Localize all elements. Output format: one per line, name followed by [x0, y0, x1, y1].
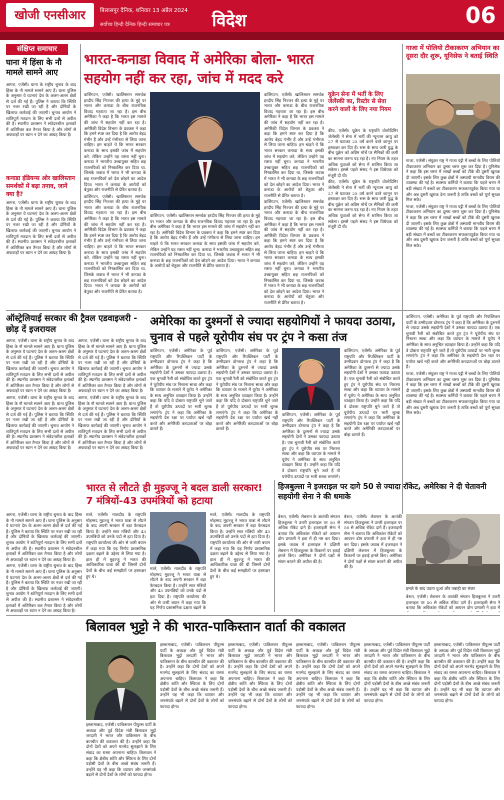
trump-photo: [282, 348, 340, 410]
bilawal-photo: [86, 642, 156, 720]
mid-body-2: वाशिंगटन, एजेंसी। अमेरिका के पूर्व राष्ट्रपति और रिपब्लिकन पार्टी के उम्मीदवार डोनाल्ड ट्रंप ने कहा है कि अमेरिका के दुश्मनों से ज्यादा उसके सहयोगी देशों ने उसका फायदा उठाया है। एक चुनावी रैली को संबोधित करते हुए ट्रंप ने यूरोपीय संघ पर निशाना साधा और कहा कि व्यापार के मामले में यूरोप ने अमेरिका के साथ अनुचित व्यवहार किया है। उन्होंने कहा कि यदि वे दोबारा राष्ट्रपति चुने जाते हैं तो यूरोपीय उत्पादों पर भारी शुल्क लगाएंगे। ट्रंप ने कहा कि अमेरिका के सहयोगी देश रक्षा पर पर्याप्त खर्च नहीं करते और अमेरिकी करदाताओं पर बोझ डालते हैं।: [216, 348, 278, 432]
smoke-photo: [406, 514, 500, 584]
top-article-body-1: वाशिंगटन, एजेंसी। खालिस्तान समर्थक हरदीप सिंह निज्जर की हत्या के मुद्दे पर भारत और कनाडा के बीच राजनयिक विवाद गहराता जा रहा है। इस बीच अमेरिका ने कहा है कि भारत इस मामले की जांच में सहयोग नहीं कर रहा है। अमेरिकी विदेश विभाग के प्रवक्ता ने कहा कि हमने स्पष्ट कर दिया है कि आरोप बेहद गंभीर हैं और उन्हें गंभीरता से लिया जाना चाहिए। हम चाहते थे कि भारत सरकार कनाडा के साथ इसकी जांच में सहयोग करे, लेकिन उन्होंने यह रास्ता नहीं चुना। कनाडा ने भारतीय उच्चायुक्त सहित छह राजनयिकों को निष्कासित कर दिया था, जिसके जवाब में भारत ने भी कनाडा के छह राजनयिकों को देश छोड़ने का आदेश दिया। भारत ने कनाडा के आरोपों को बेतुका और राजनीति से प्रेरित बताया है।: [84, 92, 146, 193]
bilawal-article-under-photo: [86, 722, 156, 797]
advisory-headline: ऑस्ट्रेलियाई सरकार की ट्रैवल एडवाइजरी - छोड़ दें इजरायल: [6, 314, 138, 335]
advisory-body-1: आगरा, एजेंसी। घाना के राष्ट्रीय चुनाव के बाद हिंसा के नौ मामले सामने आए हैं। घाना पुलिस के अनुसार ये घटनाएं देश के अलग-अलग क्षेत्रों से दर्ज की गई हैं। पुलिस ने बताया कि स्थिति पर नजर रखी जा रही है और दोषियों के खिलाफ कार्रवाई की जाएगी। चुनाव आयोग ने शांतिपूर्ण मतदान के लिए सभी दलों से अपील की है। स्थानीय प्रशासन ने संवेदनशील इलाकों में अतिरिक्त बल तैनात किया है और लोगों से अफवाहों पर ध्यान न देने का आग्रह किया है।: [6, 338, 74, 394]
right-article-cont-body-2: गाजा, एजेंसी। संयुक्त राष्ट्र ने गाजा पट्टी में बच्चों के लिए पोलियो टीकाकरण अभियान का दूसरा चरण शुरू कर दिया है। यूनिसेफ ने कहा कि इस चरण में लाखों बच्चों को टीके की दूसरी खुराक दी जाएगी। इसके लिए कुछ क्षेत्रों में अस्थायी मानवीय विराम की व्यवस्था की गई है। स्वास्थ्य कर्मियों ने बताया कि पहले चरण में बड़ी संख्या में बच्चों का टीकाकरण सफलतापूर्वक किया गया था और अब दूसरी खुराक देना जरूरी है ताकि बच्चों को पूर्ण सुरक्षा मिल सके।: [406, 370, 500, 416]
speaker-photo: [150, 92, 260, 210]
left-article-1: [6, 82, 76, 172]
top-headline-line1: भारत-कनाडा विवाद में अमेरिका बोला- भारत: [84, 52, 314, 68]
header-strip: [0, 32, 504, 40]
bilawal-article-col3: [296, 642, 360, 797]
bottom-left-body: आगरा, एजेंसी। घाना के राष्ट्रीय चुनाव के बाद हिंसा के नौ मामले सामने आए हैं। घाना पुलिस के अनुसार ये घटनाएं देश के अलग-अलग क्षेत्रों से दर्ज की गई हैं। पुलिस ने बताया कि स्थिति पर नजर रखी जा रही है और दोषियों के खिलाफ कार्रवाई की जाएगी। चुनाव आयोग ने शांतिपूर्ण मतदान के लिए सभी दलों से अपील की है। स्थानीय प्रशासन ने संवेदनशील इलाकों में अतिरिक्त बल तैनात किया है और लोगों से अफवाहों पर ध्यान न देने का आग्रह किया है।: [6, 512, 82, 562]
top-article-body-3: वाशिंगटन, एजेंसी। खालिस्तान समर्थक हरदीप सिंह निज्जर की हत्या के मुद्दे पर भारत और कनाडा के बीच राजनयिक विवाद गहराता जा रहा है। इस बीच अमेरिका ने कहा है कि भारत इस मामले की जांच में सहयोग नहीं कर रहा है। अमेरिकी विदेश विभाग के प्रवक्ता ने कहा कि हमने स्पष्ट कर दिया है कि आरोप बेहद गंभीर हैं और उन्हें गंभीरता से लिया जाना चाहिए। हम चाहते थे कि भारत सरकार कनाडा के साथ इसकी जांच में सहयोग करे, लेकिन उन्होंने यह रास्ता नहीं चुना। कनाडा ने भारतीय उच्चायुक्त सहित छह राजनयिकों को निष्कासित कर दिया था, जिसके जवाब में भारत ने भी कनाडा के छह राजनयिकों को देश छोड़ने का आदेश दिया। भारत ने कनाडा के आरोपों को बेतुका और राजनीति से प्रेरित बताया है।: [264, 92, 324, 198]
mid-body-3: वाशिंगटन, एजेंसी। अमेरिका के पूर्व राष्ट्रपति और रिपब्लिकन पार्टी के उम्मीदवार डोनाल्ड ट्रंप ने कहा है कि अमेरिका के दुश्मनों से ज्यादा उसके सहयोगी देशों ने उसका फायदा उठाया है। एक चुनावी रैली को संबोधित करते हुए ट्रंप ने यूरोपीय संघ पर निशाना साधा और कहा कि व्यापार के मामले में यूरोप ने अमेरिका के साथ अनुचित व्यवहार किया है। उन्होंने कहा कि यदि वे दोबारा राष्ट्रपति चुने जाते हैं तो यूरोपीय उत्पादों पर भारी शुल्क लगाएंगे।: [282, 412, 340, 478]
column-divider-lower: [274, 480, 275, 612]
right-article-body: गाजा, एजेंसी। संयुक्त राष्ट्र ने गाजा पट्टी में बच्चों के लिए पोलियो टीकाकरण अभियान का दूसरा चरण शुरू कर दिया है। यूनिसेफ ने कहा कि इस चरण में लाखों बच्चों को टीके की दूसरी खुराक दी जाएगी। इसके लिए कुछ क्षेत्रों में अस्थायी मानवीय विराम की व्यवस्था की गई है। स्वास्थ्य कर्मियों ने बताया कि पहले चरण में बड़ी संख्या में बच्चों का टीकाकरण सफलतापूर्वक किया गया था और अब दूसरी खुराक देना जरूरी है ताकि बच्चों को पूर्ण सुरक्षा मिल सके।: [406, 158, 500, 203]
page-number: 06: [465, 4, 496, 29]
bilawal-photo-art: [86, 642, 156, 720]
masthead-logo: खोजी एनसीआर: [6, 3, 94, 27]
muizzu-body-2: माले, एजेंसी। मालदीव के राष्ट्रपति मोहम्मद मुइज्जू ने भारत यात्रा से लौटने के बाद अपनी सरकार में बड़ा फेरबदल किया है। उन्होंने सात मंत्रियों और 43 उपमंत्रियों को उनके पदों से हटा दिया है। राष्ट्रपति कार्यालय की ओर से जारी बयान में कहा गया कि यह निर्णय प्रशासनिक दक्षता बढ़ाने के: [150, 566, 206, 610]
top-article-body-3b: वाशिंगटन, एजेंसी। खालिस्तान समर्थक हरदीप सिंह निज्जर की हत्या के मुद्दे पर भारत और कनाडा के बीच राजनयिक विवाद गहराता जा रहा है। इस बीच अमेरिका ने कहा है कि भारत इस मामले की जांच में सहयोग नहीं कर रहा है। अमेरिकी विदेश विभाग के प्रवक्ता ने कहा कि हमने स्पष्ट कर दिया है कि आरोप बेहद गंभीर हैं और उन्हें गंभीरता से लिया जाना चाहिए। हम चाहते थे कि भारत सरकार कनाडा के साथ इसकी जांच में सहयोग करे, लेकिन उन्होंने यह रास्ता नहीं चुना। कनाडा ने भारतीय उच्चायुक्त सहित छह राजनयिकों को निष्कासित कर दिया था, जिसके जवाब में भारत ने भी कनाडा के छह राजनयिकों को देश छोड़ने का आदेश दिया। भारत ने कनाडा के आरोपों को बेतुका और राजनीति से प्रेरित बताया है।: [264, 199, 324, 305]
smoke-photo-art: [406, 514, 500, 584]
mid-article-col4: [344, 348, 400, 478]
speaker-photo-art: [150, 92, 260, 210]
mid-body-1: वाशिंगटन, एजेंसी। अमेरिका के पूर्व राष्ट्रपति और रिपब्लिकन पार्टी के उम्मीदवार डोनाल्ड ट्रंप ने कहा है कि अमेरिका के दुश्मनों से ज्यादा उसके सहयोगी देशों ने उसका फायदा उठाया है। एक चुनावी रैली को संबोधित करते हुए ट्रंप ने यूरोपीय संघ पर निशाना साधा और कहा कि व्यापार के मामले में यूरोप ने अमेरिका के साथ अनुचित व्यवहार किया है। उन्होंने कहा कि यदि वे दोबारा राष्ट्रपति चुने जाते हैं तो यूरोपीय उत्पादों पर भारी शुल्क लगाएंगे। ट्रंप ने कहा कि अमेरिका के सहयोगी देश रक्षा पर पर्याप्त खर्च नहीं करते और अमेरिकी करदाताओं पर बोझ डालते हैं।: [150, 348, 212, 432]
column-divider: [80, 44, 81, 309]
left-headline-2: कनाडा इंडियन्स ओर खालिस्तान समर्थकों में बढ़ा तनाव, जानें क्या है?: [6, 175, 76, 198]
bilawal-article-col1: [160, 642, 224, 797]
bilawal-body-6: इस्लामाबाद, एजेंसी। पाकिस्तान पीपुल्स पार्टी के अध्यक्ष और पूर्व विदेश मंत्री बिलावल भुट्टो जरदारी ने भारत और पाकिस्तान के बीच बातचीत की वकालत की है। उन्होंने कहा कि दोनों देशों को अपने मतभेद सुलझाने के लिए संवाद का रास्ता अपनाना चाहिए। बिलावल ने कहा कि क्षेत्रीय शांति और स्थिरता के लिए दोनों पड़ोसी देशों के बीच अच्छे संबंध जरूरी हैं। उन्होंने यह भी कहा कि व्यापार और जनसंपर्क बढ़ाने से दोनों देशों के लोगों को फायदा होगा।: [86, 722, 156, 778]
bilawal-body-2: इस्लामाबाद, एजेंसी। पाकिस्तान पीपुल्स पार्टी के अध्यक्ष और पूर्व विदेश मंत्री बिलावल भुट्टो जरदारी ने भारत और पाकिस्तान के बीच बातचीत की वकालत की है। उन्होंने कहा कि दोनों देशों को अपने मतभेद सुलझाने के लिए संवाद का रास्ता अपनाना चाहिए। बिलावल ने कहा कि क्षेत्रीय शांति और स्थिरता के लिए दोनों पड़ोसी देशों के बीच अच्छे संबंध जरूरी हैं। उन्होंने यह भी कहा कि व्यापार और जनसंपर्क बढ़ाने से दोनों देशों के लोगों को फायदा होगा।: [228, 642, 292, 709]
bilawal-body-1: इस्लामाबाद, एजेंसी। पाकिस्तान पीपुल्स पार्टी के अध्यक्ष और पूर्व विदेश मंत्री बिलावल भुट्टो जरदारी ने भारत और पाकिस्तान के बीच बातचीत की वकालत की है। उन्होंने कहा कि दोनों देशों को अपने मतभेद सुलझाने के लिए संवाद का रास्ता अपनाना चाहिए। बिलावल ने कहा कि क्षेत्रीय शांति और स्थिरता के लिए दोनों पड़ोसी देशों के बीच अच्छे संबंध जरूरी हैं। उन्होंने यह भी कहा कि व्यापार और जनसंपर्क बढ़ाने से दोनों देशों के लोगों को फायदा होगा।: [160, 642, 224, 709]
side-story-text: कीव, एजेंसी। यूक्रेन के राष्ट्रपति वोलोदिमिर जेलेंस्की ने सेना में भर्ती की न्यूनतम आयु को 27 से घटाकर 25 वर्ष करने वाले कानून पर हस्ताक्षर कर दिए हैं। रूस के साथ जारी युद्ध के बीच यूक्रेन को अग्रिम मोर्चे पर सैनिकों की कमी का सामना करना पड़ रहा है। नए नियम के तहत अधिक युवाओं को सेना में शामिल किया जा सकेगा। इससे पहले संसद ने इस विधेयक को मंजूरी दी थी।: [328, 128, 398, 178]
bilawal-body-4: इस्लामाबाद, एजेंसी। पाकिस्तान पीपुल्स पार्टी के अध्यक्ष और पूर्व विदेश मंत्री बिलावल भुट्टो जरदारी ने भारत और पाकिस्तान के बीच बातचीत की वकालत की है। उन्होंने कहा कि दोनों देशों को अपने मतभेद सुलझाने के लिए संवाद का रास्ता अपनाना चाहिए। बिलावल ने कहा कि क्षेत्रीय शांति और स्थिरता के लिए दोनों पड़ोसी देशों के बीच अच्छे संबंध जरूरी हैं। उन्होंने यह भी कहा कि व्यापार और जनसंपर्क बढ़ाने से दोनों देशों के लोगों को फायदा होगा।: [364, 642, 430, 703]
right-article: [406, 158, 500, 308]
top-article-col2: [150, 213, 260, 307]
top-article-body-2: वाशिंगटन, एजेंसी। खालिस्तान समर्थक हरदीप सिंह निज्जर की हत्या के मुद्दे पर भारत और कनाडा के बीच राजनयिक विवाद गहराता जा रहा है। इस बीच अमेरिका ने कहा है कि भारत इस मामले की जांच में सहयोग नहीं कर रहा है। अमेरिकी विदेश विभाग के प्रवक्ता ने कहा कि हमने स्पष्ट कर दिया है कि आरोप बेहद गंभीर हैं और उन्हें गंभीरता से लिया जाना चाहिए। हम चाहते थे कि भारत सरकार कनाडा के साथ इसकी जांच में सहयोग करे, लेकिन उन्होंने यह रास्ता नहीं चुना। कनाडा ने भारतीय उच्चायुक्त सहित छह राजनयिकों को निष्कासित कर दिया था, जिसके जवाब में भारत ने भी कनाडा के छह राजनयिकों को देश छोड़ने का आदेश दिया। भारत ने कनाडा के आरोपों को बेतुका और राजनीति से प्रेरित बताया है।: [150, 213, 260, 269]
bottom-left-article: [6, 512, 82, 797]
mid-headline-line1: अमेरिका का दुश्मनों से ज्यादा सहयोगियों ने फायदा उठाया,: [150, 314, 396, 328]
top-article-body-1b: वाशिंगटन, एजेंसी। खालिस्तान समर्थक हरदीप सिंह निज्जर की हत्या के मुद्दे पर भारत और कनाडा के बीच राजनयिक विवाद गहराता जा रहा है। इस बीच अमेरिका ने कहा है कि भारत इस मामले की जांच में सहयोग नहीं कर रहा है। अमेरिकी विदेश विभाग के प्रवक्ता ने कहा कि हमने स्पष्ट कर दिया है कि आरोप बेहद गंभीर हैं और उन्हें गंभीरता से लिया जाना चाहिए। हम चाहते थे कि भारत सरकार कनाडा के साथ इसकी जांच में सहयोग करे, लेकिन उन्होंने यह रास्ता नहीं चुना। कनाडा ने भारतीय उच्चायुक्त सहित छह राजनयिकों को निष्कासित कर दिया था, जिसके जवाब में भारत ने भी कनाडा के छह राजनयिकों को देश छोड़ने का आदेश दिया। भारत ने कनाडा के आरोपों को बेतुका और राजनीति से प्रेरित बताया है।: [84, 193, 146, 294]
hezbollah-article-col3: [406, 594, 500, 612]
side-story-headline: यूक्रेन सेना में भर्ती के लिए जेलेंस्की का, रिस्टोर से सेवा करने वालों के लिए नया नियम: [328, 92, 392, 113]
bottom-left-body-2: आगरा, एजेंसी। घाना के राष्ट्रीय चुनाव के बाद हिंसा के नौ मामले सामने आए हैं। घाना पुलिस के अनुसार ये घटनाएं देश के अलग-अलग क्षेत्रों से दर्ज की गई हैं। पुलिस ने बताया कि स्थिति पर नजर रखी जा रही है और दोषियों के खिलाफ कार्रवाई की जाएगी। चुनाव आयोग ने शांतिपूर्ण मतदान के लिए सभी दलों से अपील की है। स्थानीय प्रशासन ने संवेदनशील इलाकों में अतिरिक्त बल तैनात किया है और लोगों से अफवाहों पर ध्यान न देने का आग्रह किया है।: [6, 563, 82, 614]
muizzu-article-col3: [210, 512, 270, 610]
left-article-2: [6, 200, 76, 308]
polio-vaccination-photo: [406, 74, 500, 154]
hezbollah-headline: हिजबुल्ला ने इजराइल पर दागे 50 से ज्यादा रॉकेट, अमेरिका ने दी चेतावनी सहयोगी सेना ने की धमाके: [278, 482, 487, 501]
advisory-body-1b: आगरा, एजेंसी। घाना के राष्ट्रीय चुनाव के बाद हिंसा के नौ मामले सामने आए हैं। घाना पुलिस के अनुसार ये घटनाएं देश के अलग-अलग क्षेत्रों से दर्ज की गई हैं। पुलिस ने बताया कि स्थिति पर नजर रखी जा रही है और दोषियों के खिलाफ कार्रवाई की जाएगी। चुनाव आयोग ने शांतिपूर्ण मतदान के लिए सभी दलों से अपील की है। स्थानीय प्रशासन ने संवेदनशील इलाकों में अतिरिक्त बल तैनात किया है और लोगों से अफवाहों पर ध्यान न देने का आग्रह किया है।: [6, 394, 74, 451]
advisory-article: [6, 338, 74, 508]
left-headline-1: घाना में हिंसा के नौ मामले सामने आए: [6, 58, 62, 77]
mid-headline-line2: चुनाव से पहले यूरोपीय संघ पर ट्रंप ने कसा तंज: [150, 330, 348, 344]
hezbollah-body-3: बेरूत, एजेंसी। लेबनान के आतंकी संगठन हिजबुल्ला ने उत्तरी इजराइल पर 50 से अधिक रॉकेट दागे हैं। इजराइली सेना ने बताया कि अधिकांश रॉकेटों को आयरन डोम प्रणाली ने हवा में: [406, 594, 500, 611]
bilawal-article-col5: [434, 642, 500, 797]
bilawal-article-col2: [228, 642, 292, 797]
advisory-body-2b: आगरा, एजेंसी। घाना के राष्ट्रीय चुनाव के बाद हिंसा के नौ मामले सामने आए हैं। घाना पुलिस के अनुसार ये घटनाएं देश के अलग-अलग क्षेत्रों से दर्ज की गई हैं। पुलिस ने बताया कि स्थिति पर नजर रखी जा रही है और दोषियों के खिलाफ कार्रवाई की जाएगी। चुनाव आयोग ने शांतिपूर्ण मतदान के लिए सभी दलों से अपील की है। स्थानीय प्रशासन ने संवेदनशील इलाकों में अतिरिक्त बल तैनात किया है और लोगों से अफवाहों पर ध्यान न देने का आग्रह किया है।: [78, 394, 146, 451]
trump-photo-art: [282, 348, 340, 410]
top-article-col3: [264, 92, 324, 307]
muizzu-body-1: माले, एजेंसी। मालदीव के राष्ट्रपति मोहम्मद मुइज्जू ने भारत यात्रा से लौटने के बाद अपनी सरकार में बड़ा फेरबदल किया है। उन्होंने सात मंत्रियों और 43 उपमंत्रियों को उनके पदों से हटा दिया है। राष्ट्रपति कार्यालय की ओर से जारी बयान में कहा गया कि यह निर्णय प्रशासनिक दक्षता बढ़ाने के उद्देश्य से लिया गया है। हाल ही में मुइज्जू ने भारत की आधिकारिक यात्रा की थी जिसमें दोनों देशों के बीच कई समझौतों पर हस्ताक्षर हुए थे।: [86, 512, 146, 579]
mid-article-col3: [282, 412, 340, 478]
hezbollah-article-col1: [278, 514, 340, 610]
right-article-cont: [406, 314, 500, 510]
bilawal-body-3: इस्लामाबाद, एजेंसी। पाकिस्तान पीपुल्स पार्टी के अध्यक्ष और पूर्व विदेश मंत्री बिलावल भुट्टो जरदारी ने भारत और पाकिस्तान के बीच बातचीत की वकालत की है। उन्होंने कहा कि दोनों देशों को अपने मतभेद सुलझाने के लिए संवाद का रास्ता अपनाना चाहिए। बिलावल ने कहा कि क्षेत्रीय शांति और स्थिरता के लिए दोनों पड़ोसी देशों के बीच अच्छे संबंध जरूरी हैं। उन्होंने यह भी कहा कि व्यापार और जनसंपर्क बढ़ाने से दोनों देशों के लोगों को फायदा होगा।: [296, 642, 360, 709]
muizzu-photo: [150, 512, 206, 564]
hezbollah-body-2: बेरूत, एजेंसी। लेबनान के आतंकी संगठन हिजबुल्ला ने उत्तरी इजराइल पर 50 से अधिक रॉकेट दागे हैं। इजराइली सेना ने बताया कि अधिकांश रॉकेटों को आयरन डोम प्रणाली ने हवा में ही नष्ट कर दिया। इसके जवाब में इजराइल ने दक्षिणी लेबनान में हिजबुल्ला के ठिकानों पर हवाई हमले किए। अमेरिका ने दोनों पक्षों से संयम बरतने की अपील की है।: [344, 514, 402, 570]
mid-body-4: वाशिंगटन, एजेंसी। अमेरिका के पूर्व राष्ट्रपति और रिपब्लिकन पार्टी के उम्मीदवार डोनाल्ड ट्रंप ने कहा है कि अमेरिका के दुश्मनों से ज्यादा उसके सहयोगी देशों ने उसका फायदा उठाया है। एक चुनावी रैली को संबोधित करते हुए ट्रंप ने यूरोपीय संघ पर निशाना साधा और कहा कि व्यापार के मामले में यूरोप ने अमेरिका के साथ अनुचित व्यवहार किया है। उन्होंने कहा कि यदि वे दोबारा राष्ट्रपति चुने जाते हैं तो यूरोपीय उत्पादों पर भारी शुल्क लगाएंगे। ट्रंप ने कहा कि अमेरिका के सहयोगी देश रक्षा पर पर्याप्त खर्च नहीं करते और अमेरिकी करदाताओं पर बोझ डालते हैं।: [344, 348, 400, 437]
smoke-photo-caption: हमले के बाद उठता धुआं और तबाही का मंजर: [406, 586, 475, 591]
top-headline-line2: सहयोग नहीं कर रहा, जांच में मदद करे: [84, 71, 284, 87]
muizzu-headline: भारत से लौटते ही मुइज्जू ने बदल डाली सरकार! 7 मंत्रियों-43 उपमंत्रियों को हटाया: [86, 483, 263, 507]
mid-article-col2: [216, 348, 278, 478]
right-article-cont-body: वाशिंगटन, एजेंसी। अमेरिका के पूर्व राष्ट्रपति और रिपब्लिकन पार्टी के उम्मीदवार डोनाल्ड ट्रंप ने कहा है कि अमेरिका के दुश्मनों से ज्यादा उसके सहयोगी देशों ने उसका फायदा उठाया है। एक चुनावी रैली को संबोधित करते हुए ट्रंप ने यूरोपीय संघ पर निशाना साधा और कहा कि व्यापार के मामले में यूरोप ने अमेरिका के साथ अनुचित व्यवहार किया है। उन्होंने कहा कि यदि वे दोबारा राष्ट्रपति चुने जाते हैं तो यूरोपीय उत्पादों पर भारी शुल्क लगाएंगे। ट्रंप ने कहा कि अमेरिका के सहयोगी देश रक्षा पर पर्याप्त खर्च नहीं करते और अमेरिकी करदाताओं पर बोझ डालते हैं।: [406, 314, 500, 370]
top-article-col1: [84, 92, 146, 307]
bilawal-headline: बिलावल भुट्टो ने की भारत-पाकिस्तान वार्ता की वकालत: [86, 620, 346, 635]
hezbollah-article-col2: [344, 514, 402, 610]
muizzu-article-col1: [86, 512, 146, 610]
polio-photo-art: [406, 74, 500, 154]
advisory-body-2: आगरा, एजेंसी। घाना के राष्ट्रीय चुनाव के बाद हिंसा के नौ मामले सामने आए हैं। घाना पुलिस के अनुसार ये घटनाएं देश के अलग-अलग क्षेत्रों से दर्ज की गई हैं। पुलिस ने बताया कि स्थिति पर नजर रखी जा रही है और दोषियों के खिलाफ कार्रवाई की जाएगी। चुनाव आयोग ने शांतिपूर्ण मतदान के लिए सभी दलों से अपील की है। स्थानीय प्रशासन ने संवेदनशील इलाकों में अतिरिक्त बल तैनात किया है और लोगों से अफवाहों पर ध्यान न देने का आग्रह किया है।: [78, 338, 146, 394]
page-header: [0, 0, 504, 40]
bilawal-body-5: इस्लामाबाद, एजेंसी। पाकिस्तान पीपुल्स पार्टी के अध्यक्ष और पूर्व विदेश मंत्री बिलावल भुट्टो जरदारी ने भारत और पाकिस्तान के बीच बातचीत की वकालत की है। उन्होंने कहा कि दोनों देशों को अपने मतभेद सुलझाने के लिए संवाद का रास्ता अपनाना चाहिए। बिलावल ने कहा कि क्षेत्रीय शांति और स्थिरता के लिए दोनों पड़ोसी देशों के बीच अच्छे संबंध जरूरी हैं। उन्होंने यह भी कहा कि व्यापार और जनसंपर्क बढ़ाने से दोनों देशों के लोगों को फायदा होगा।: [434, 642, 500, 703]
right-article-body-2: गाजा, एजेंसी। संयुक्त राष्ट्र ने गाजा पट्टी में बच्चों के लिए पोलियो टीकाकरण अभियान का दूसरा चरण शुरू कर दिया है। यूनिसेफ ने कहा कि इस चरण में लाखों बच्चों को टीके की दूसरी खुराक दी जाएगी। इसके लिए कुछ क्षेत्रों में अस्थायी मानवीय विराम की व्यवस्था की गई है। स्वास्थ्य कर्मियों ने बताया कि पहले चरण में बड़ी संख्या में बच्चों का टीकाकरण सफलतापूर्वक किया गया था और अब दूसरी खुराक देना जरूरी है ताकि बच्चों को पूर्ण सुरक्षा मिल सके।: [406, 203, 500, 248]
left-article-1-body: आगरा, एजेंसी। घाना के राष्ट्रीय चुनाव के बाद हिंसा के नौ मामले सामने आए हैं। घाना पुलिस के अनुसार ये घटनाएं देश के अलग-अलग क्षेत्रों से दर्ज की गई हैं। पुलिस ने बताया कि स्थिति पर नजर रखी जा रही है और दोषियों के खिलाफ कार्रवाई की जाएगी। चुनाव आयोग ने शांतिपूर्ण मतदान के लिए सभी दलों से अपील की है। स्थानीय प्रशासन ने संवेदनशील इलाकों में अतिरिक्त बल तैनात किया है और लोगों से अफवाहों पर ध्यान न देने का आग्रह किया है।: [6, 82, 76, 138]
section-divider-1: [6, 310, 500, 311]
mid-article-col1: [150, 348, 212, 478]
muizzu-body-3: माले, एजेंसी। मालदीव के राष्ट्रपति मोहम्मद मुइज्जू ने भारत यात्रा से लौटने के बाद अपनी सरकार में बड़ा फेरबदल किया है। उन्होंने सात मंत्रियों और 43 उपमंत्रियों को उनके पदों से हटा दिया है। राष्ट्रपति कार्यालय की ओर से जारी बयान में कहा गया कि यह निर्णय प्रशासनिक दक्षता बढ़ाने के उद्देश्य से लिया गया है। हाल ही में मुइज्जू ने भारत की आधिकारिक यात्रा की थी जिसमें दोनों देशों के बीच कई समझौतों पर हस्ताक्षर हुए थे।: [210, 512, 270, 579]
side-story-body: [328, 128, 398, 308]
muizzu-article-col2: [150, 566, 206, 610]
dateline: बिलासपुर दैनिक, शनिवार 13 अप्रैल 2024: [100, 8, 188, 14]
column-divider-right: [402, 44, 403, 514]
bilawal-article-col4: [364, 642, 430, 797]
side-story-text-2: कीव, एजेंसी। यूक्रेन के राष्ट्रपति वोलोदिमिर जेलेंस्की ने सेना में भर्ती की न्यूनतम आयु को 27 से घटाकर 25 वर्ष करने वाले कानून पर हस्ताक्षर कर दिए हैं। रूस के साथ जारी युद्ध के बीच यूक्रेन को अग्रिम मोर्चे पर सैनिकों की कमी का सामना करना पड़ रहा है। नए नियम के तहत अधिक युवाओं को सेना में शामिल किया जा सकेगा। इससे पहले संसद ने इस विधेयक को मंजूरी दी थी।: [328, 179, 398, 230]
muizzu-photo-art: [150, 512, 206, 564]
right-headline: गाजा में पोलियो टीकाकरण अभियान का दूसरा दौर शुरू, यूनिसेफ ने बताई स्थिति: [406, 44, 500, 61]
hezbollah-body-1: बेरूत, एजेंसी। लेबनान के आतंकी संगठन हिजबुल्ला ने उत्तरी इजराइल पर 50 से अधिक रॉकेट दागे हैं। इजराइली सेना ने बताया कि अधिकांश रॉकेटों को आयरन डोम प्रणाली ने हवा में ही नष्ट कर दिया। इसके जवाब में इजराइल ने दक्षिणी लेबनान में हिजबुल्ला के ठिकानों पर हवाई हमले किए। अमेरिका ने दोनों पक्षों से संयम बरतने की अपील की है।: [278, 514, 340, 564]
left-article-2-body: आगरा, एजेंसी। घाना के राष्ट्रीय चुनाव के बाद हिंसा के नौ मामले सामने आए हैं। घाना पुलिस के अनुसार ये घटनाएं देश के अलग-अलग क्षेत्रों से दर्ज की गई हैं। पुलिस ने बताया कि स्थिति पर नजर रखी जा रही है और दोषियों के खिलाफ कार्रवाई की जाएगी। चुनाव आयोग ने शांतिपूर्ण मतदान के लिए सभी दलों से अपील की है। स्थानीय प्रशासन ने संवेदनशील इलाकों में अतिरिक्त बल तैनात किया है और लोगों से अफवाहों पर ध्यान न देने का आग्रह किया है।: [6, 200, 76, 256]
header-subline: सर्वोच्च हिन्दी दैनिक हिन्दी समाचार पत्र: [100, 22, 170, 28]
brief-news-tag: संक्षिप्त समाचार: [6, 44, 68, 55]
section-title: विदेश: [212, 11, 247, 31]
